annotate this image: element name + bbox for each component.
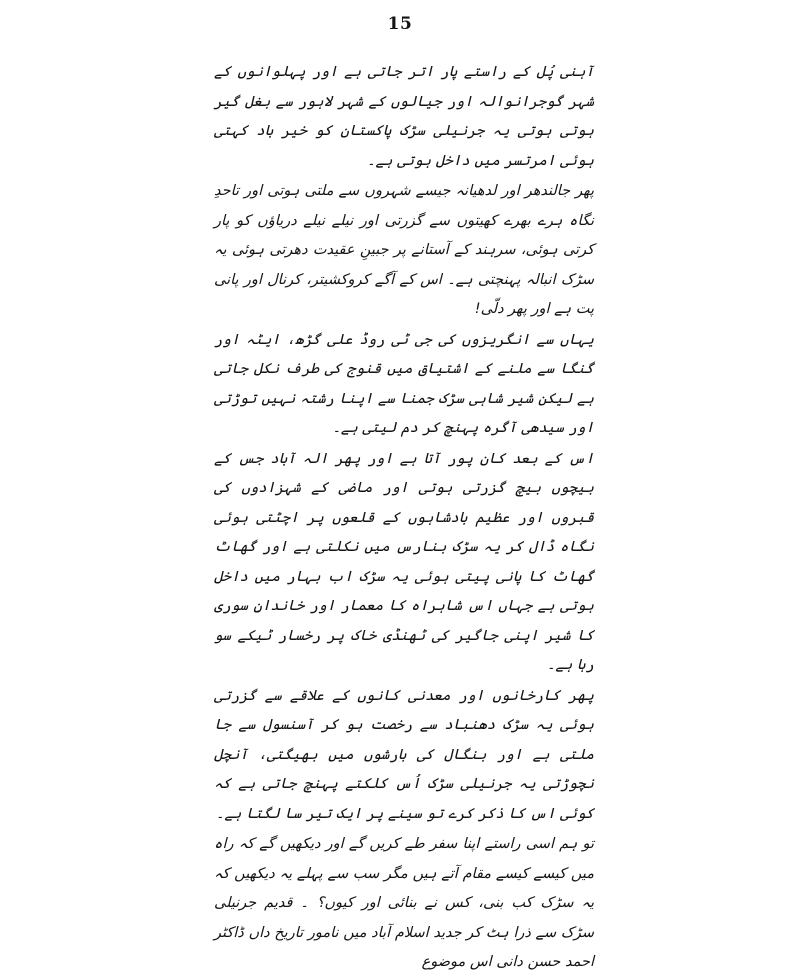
body-text [214, 58, 594, 978]
page-number: 15 [387, 14, 413, 34]
paragraph-6: تو ہم اسی راستے اپنا سفر طے کریں گے اور دیکھیں گے کہ راہ میں کیسے کیسے مقام آتے ہیں مگر سب سے پہلے یہ دیکھیں کہ یہ سڑک کب بنی، کس نے بنائی اور کیوں؟ ۔ قدیم جرنیلی سڑک سے ذرا ہٹ کر جدید اسلام آباد میں نامور تاریخ داں ڈاکٹر احمد حسن دانی اس موضوع [214, 836, 594, 970]
paragraph-4: اس کے بعد کان پور آتا ہے اور پھر الہ آباد جس کے بیچوں بیچ گزرتی ہوتی اور ماضی کے شہزادوں کی قبروں اور عظیم بادشاہوں کے قلعوں پر اچٹتی ہوئی نگاہ ڈال کر یہ سڑک بنارس میں نکلتی ہے اور گھاٹ گھاٹ کا پانی پیتی ہوئی یہ سڑک اب بہار میں داخل ہوتی ہے جہاں اس شاہراہ کا معمار اور خاندانِ سوری کا شیر اپنی جاگیر کی ٹھنڈی خاک پر رخسار ٹیکے سو رہا ہے۔ [214, 450, 594, 673]
paragraph-1: آہنی پُل کے راستے پار اتر جاتی ہے اور پہلوانوں کے شہر گوجرانوالہ اور جیالوں کے شہر لاہور سے بغل گیر ہوتی ہوتی یہ جرنیلی سڑک پاکستان کو خیر باد کہتی ہوئی امرتسر میں داخل ہوتی ہے۔ [214, 64, 594, 169]
paragraph-5: پھر کارخانوں اور معدنی کانوں کے علاقے سے گزرتی ہوئی یہ سڑک دھنباد سے رخصت ہو کر آسنسول سے جا ملتی ہے اور بنگال کی بارشوں میں بھیگتی، آنچل نچوڑتی یہ جرنیلی سڑک اُس کلکتے پہنچ جاتی ہے کہ کوئی اس کا ذکر کرے تو سینے پر ایک تیر سا لگتا ہے۔ [214, 687, 594, 822]
paragraph-2: پھر جالندھر اور لدھیانہ جیسے شہروں سے ملتی ہوتی اور تاحدِ نگاہ ہرے بھرے کھیتوں سے گزرتی اور نیلے نیلے دریاؤں کو پار کرتی ہوئی، سرہند کے آستانے پر جبینِ عقیدت دھرتی ہوئی یہ سڑک انبالہ پہنچتی ہے۔ اس کے آگے کروکشیتر، کرنال اور پانی پت ہے اور پھر دلّی! [214, 183, 594, 317]
paragraph-3: یہاں سے انگریزوں کی جی ٹی روڈ علی گڑھ، ایٹہ اور گنگا سے ملنے کے اشتیاق میں قنوج کی طرف نکل جاتی ہے لیکن شیر شاہی سڑک جمنا سے اپنا رشتہ نہیں توڑتی اور سیدھی آگرہ پہنچ کر دم لیتی ہے۔ [214, 331, 594, 436]
